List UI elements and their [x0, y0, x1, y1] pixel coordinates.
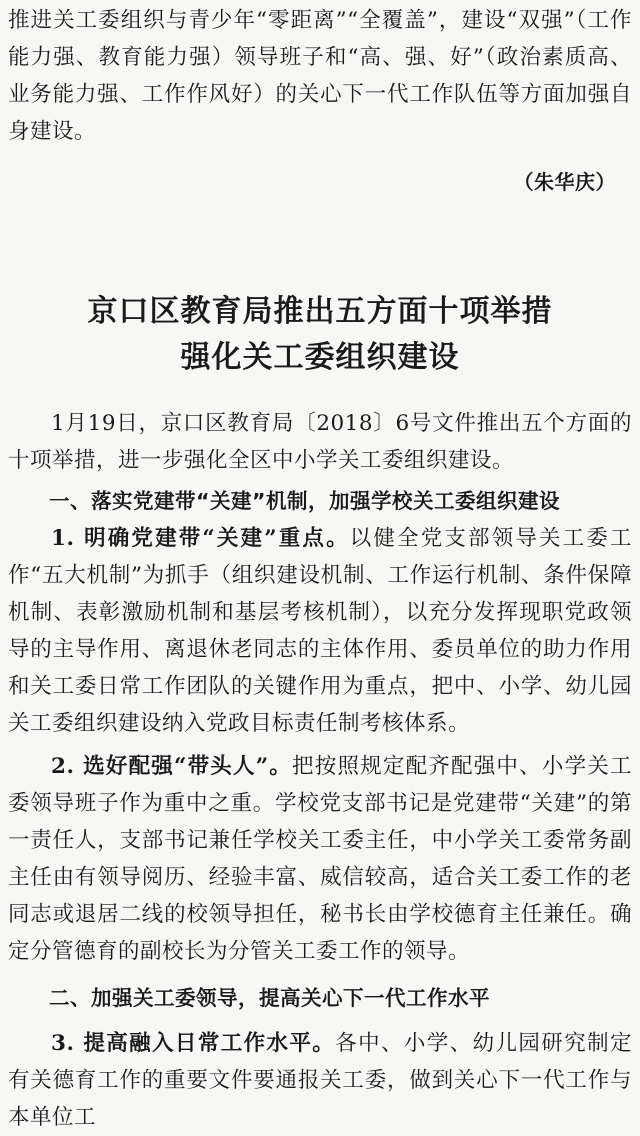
item-2-body: 把按照规定配齐配强中、小学关工委领导班子作为重中之重。学校党支部书记是党建带“关建”的第一责任人，支部书记兼任学校关工委主任，中小学关工委常务副主任由有领导阅历、经验丰富、威信较高，适合关工委工作的老同志或退居二线的校领导担任，秘书长由学校德育主任兼任。确定分管德育的副校长为分管关工委工作的领导。: [8, 754, 632, 964]
previous-article-paragraph: 推进关工委组织与青少年“零距离”“全覆盖”，建设“双强”（工作能力强、教育能力强）领导班子和“高、强、好”（政治素质高、业务能力强、工作作风好）的关心下一代工作队伍等方面加强自身建设。: [8, 8, 632, 144]
item-1-paragraph: [8, 520, 632, 742]
section-1-heading: 一、落实党建带“关建”机制，加强学校关工委组织建设: [49, 489, 560, 513]
previous-article-author: （朱华庆）: [513, 170, 616, 194]
item-1-body: 以健全党支部领导关工委工作“五大机制”为抓手（组织建设机制、工作运行机制、条件保障机制、表彰激励机制和基层考核机制），以充分发挥现职党政领导的主导作用、离退休老同志的主体作用、委员单位的助力作用和关工委日常工作团队的关键作用为重点，把中、小学、幼儿园关工委组织建设纳入党政目标责任制考核体系。: [8, 526, 632, 736]
article-intro-paragraph: 1月19日，京口区教育局〔2018〕6号文件推出五个方面的十项举措，进一步强化全区中小学关工委组织建设。: [8, 411, 632, 473]
article-title: [8, 289, 632, 381]
item-3-lead: 3. 提高融入日常工作水平。: [51, 1031, 336, 1056]
article-title-line-1: 京口区教育局推出五方面十项举措: [87, 294, 553, 329]
item-2-lead: 2. 选好配强“带头人”。: [51, 754, 293, 779]
item-1-lead: 1. 明确党建带“关建”重点。: [51, 526, 350, 551]
item-3-body: 各中、小学、幼儿园研究制定有关德育工作的重要文件要通报关工委，做到关心下一代工作与本单位工: [8, 1031, 632, 1130]
item-2-paragraph: [8, 748, 632, 970]
article-title-line-2: 强化关工委组织建设: [180, 340, 460, 375]
section-2-heading: 二、加强关工委领导，提高关心下一代工作水平: [49, 986, 490, 1010]
